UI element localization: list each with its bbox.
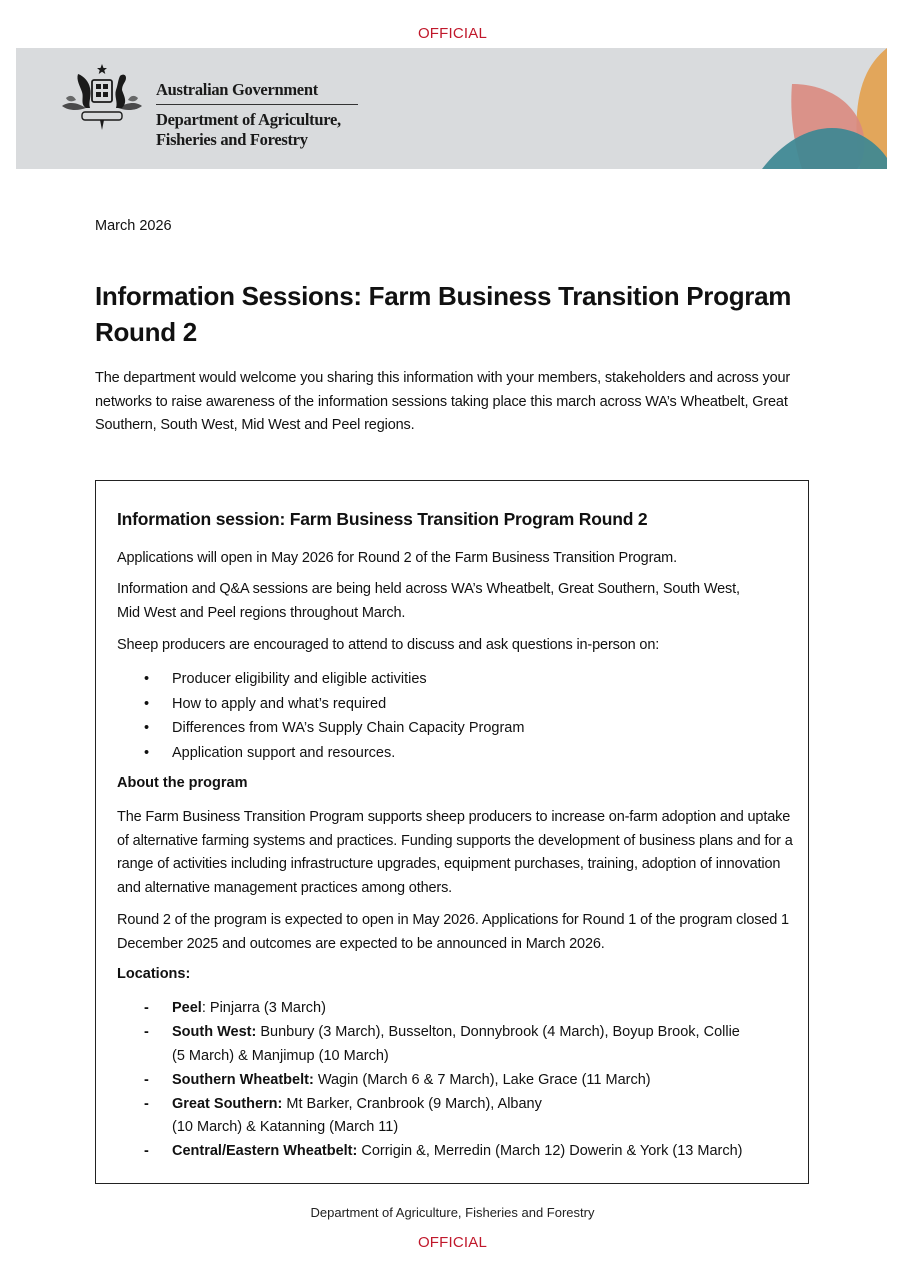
locations-heading: Locations: <box>117 966 191 982</box>
topics-list <box>117 667 524 765</box>
box-paragraph-2: Information and Q&A sessions are being held across WA’s Wheatbelt, Great Southern, South West, Mid West and Peel regions throughout March. <box>117 581 740 621</box>
list-item: • Differences from WA’s Supply Chain Capacity Program <box>117 716 524 741</box>
location-item: - South West: Bunbury (3 March), Busselton, Donnybrook (4 March), Boyup Brook, Collie (5 March) & Manjimup (10 March) <box>117 1021 747 1068</box>
footer-department: Department of Agriculture, Fisheries and Forestry <box>310 1205 595 1220</box>
document-date: March 2026 <box>95 218 172 234</box>
bullet-icon: • <box>144 695 150 712</box>
intro-paragraph: The department would welcome you sharing this information with your members, stakeholders and across your networks to raise awareness of the information sessions taking place this march across WA’s Wheatbelt, Great Southern, South West, Mid West and Peel regions. <box>95 370 791 433</box>
list-item: • Producer eligibility and eligible activities <box>117 667 524 692</box>
security-marking-bottom: OFFICIAL <box>417 1234 488 1251</box>
locations-list <box>117 997 797 1164</box>
location-item: - Great Southern: Mt Barker, Cranbrook (9 March), Albany (10 March) & Katanning (March 11) <box>117 1093 797 1140</box>
box-heading: Information session: Farm Business Transition Program Round 2 <box>117 509 648 529</box>
about-heading: About the program <box>117 775 248 791</box>
header-banner <box>16 48 887 169</box>
coat-of-arms-icon <box>56 62 148 134</box>
department-name-line1: Department of Agriculture, <box>156 110 341 129</box>
government-name: Australian Government <box>156 80 358 105</box>
dash-icon: - <box>144 1095 149 1112</box>
decorative-petals-icon <box>762 48 887 169</box>
location-item: - Peel: Pinjarra (3 March) <box>117 997 797 1021</box>
box-paragraph-3: Sheep producers are encouraged to attend to discuss and ask questions in-person on: <box>117 637 660 653</box>
dash-icon: - <box>144 1071 149 1088</box>
about-paragraph-1: The Farm Business Transition Program supports sheep producers to increase on-farm adoption and uptake of alternative farming systems and practices. Funding supports the development of business plans and for a range of activities including infrastructure upgrades, equipment purchases, training, adoption of innovation and alternative management practices among others. <box>117 809 793 896</box>
bullet-icon: • <box>144 744 150 761</box>
dash-icon: - <box>144 1143 149 1159</box>
list-item: • How to apply and what’s required <box>117 692 524 717</box>
location-item: - Central/Eastern Wheatbelt: Corrigin &, Merredin (March 12) Dowerin & York (13 March) <box>117 1140 797 1164</box>
bullet-icon: • <box>144 720 150 736</box>
page-title: Information Sessions: Farm Business Transition Program Round 2 <box>95 281 792 347</box>
box-paragraph-1: Applications will open in May 2026 for Round 2 of the Farm Business Transition Program. <box>117 550 677 566</box>
security-marking-top: OFFICIAL <box>417 25 488 42</box>
bullet-icon: • <box>144 671 150 687</box>
about-paragraph-2: Round 2 of the program is expected to open in May 2026. Applications for Round 1 of the program closed 1 December 2025 and outcomes are expected to be announced in March 2026. <box>117 912 789 952</box>
info-session-box <box>95 480 809 1184</box>
dash-icon: - <box>144 1000 149 1016</box>
location-item: - Southern Wheatbelt: Wagin (March 6 & 7 March), Lake Grace (11 March) <box>117 1069 797 1093</box>
dash-icon: - <box>144 1024 149 1040</box>
list-item: • Application support and resources. <box>117 741 524 766</box>
department-name-line2: Fisheries and Forestry <box>156 130 308 149</box>
